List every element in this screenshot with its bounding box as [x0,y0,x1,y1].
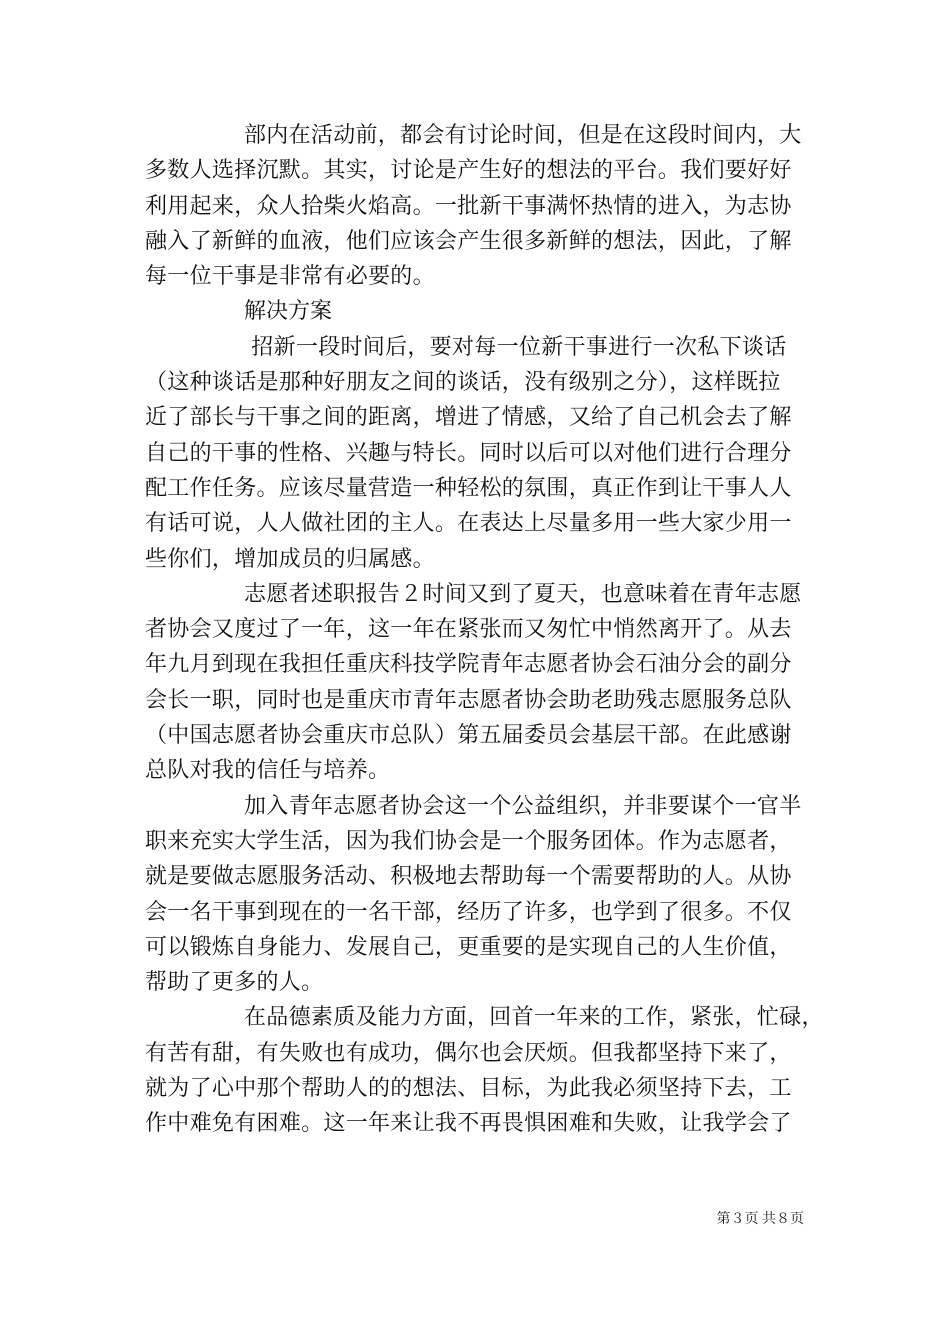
text-line: 部内在活动前，都会有讨论时间，但是在这段时间内，大 [244,123,802,148]
text-line: 自己的干事的性格、兴趣与特长。同时以后可以对他们进行合理分 [145,440,792,466]
text-line: 年九月到现在我担任重庆科技学院青年志愿者协会石油分会的副分 [145,652,792,678]
text-line: 会长一职，同时也是重庆市青年志愿者协会助老助残志愿服务总队 [145,687,792,713]
text-line: 些你们，增加成员的归属感。 [145,546,435,572]
text-line: 利用起来，众人拾柴火焰高。一批新干事满怀热情的进入，为志协 [145,193,792,219]
text-line: 每一位干事是非常有必要的。 [145,264,435,290]
text-line: 在品德素质及能力方面，回首一年来的工作，紧张，忙碌， [244,1005,824,1031]
heading-text: 解决方案 [244,299,333,325]
text-line: 会一名干事到现在的一名干部，经历了许多，也学到了很多。不仅 [145,899,792,925]
text-line: 作中难免有困难。这一年来让我不再畏惧困难和失败，让我学会了 [145,1111,792,1137]
section-heading [145,294,835,329]
text-line: 志愿者述职报告２时间又到了夏天，也意味着在青年志愿 [244,581,802,607]
text-line: 总队对我的信任与培养。 [145,758,391,784]
text-line: （这种谈话是那种好朋友之间的谈话，没有级别之分），这样既拉 [145,370,781,396]
paragraph-3 [145,577,835,789]
text-line: 融入了新鲜的血液，他们应该会产生很多新鲜的想法，因此，了解 [145,228,792,254]
text-line: 多数人选择沉默。其实，讨论是产生好的想法的平台。我们要好好 [145,158,792,184]
text-line: 配工作任务。应该尽量营造一种轻松的氛围，真正作到让干事人人 [145,475,792,501]
text-line: 就为了心中那个帮助人的的想法、目标，为此我必须坚持下去，工 [145,1076,792,1102]
body-text [145,118,835,1142]
text-line: 职来充实大学生活，因为我们协会是一个服务团体。作为志愿者， [145,828,792,854]
paragraph-1 [145,118,835,294]
text-line: 者协会又度过了一年，这一年在紧张而又匆忙中悄然离开了。从去 [145,617,792,643]
text-line: 有话可说，人人做社团的主人。在表达上尽量多用一些大家少用一 [145,511,792,537]
page-number: 第３页 共８页 [716,1212,804,1227]
text-line: 就是要做志愿服务活动、积极地去帮助每一个需要帮助的人。从协 [145,864,792,890]
text-line: 近了部长与干事之间的距离，增进了情感，又给了自己机会去了解 [145,405,792,431]
paragraph-2 [145,330,835,577]
text-line: 加入青年志愿者协会这一个公益组织，并非要谋个一官半 [244,793,802,819]
text-line: 可以锻炼自身能力、发展自己，更重要的是实现自己的人生价值， [145,934,792,960]
paragraph-4 [145,789,835,1001]
text-line: （中国志愿者协会重庆市总队）第五届委员会基层干部。在此感谢 [145,723,792,749]
text-line: 招新一段时间后，要对每一位新干事进行一次私下谈话 [244,334,787,360]
text-line: 有苦有甜，有失败也有成功，偶尔也会厌烦。但我都坚持下来了， [145,1040,792,1066]
paragraph-5 [145,1000,835,1141]
text-line: 帮助了更多的人。 [145,970,324,996]
